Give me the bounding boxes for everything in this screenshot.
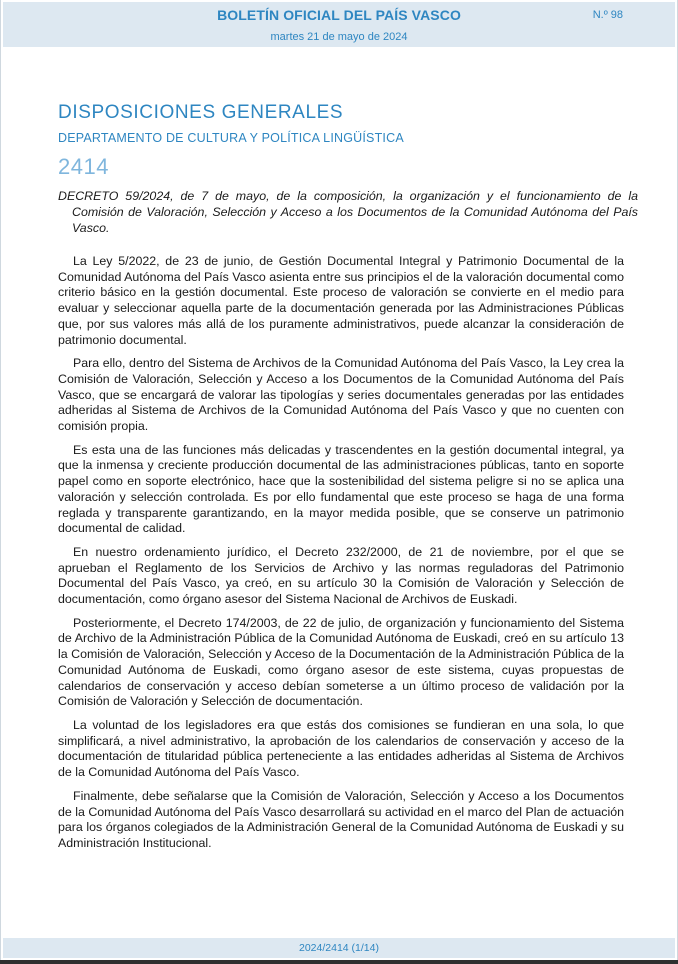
page-footer — [3, 938, 675, 958]
department-name: DEPARTAMENTO DE CULTURA Y POLÍTICA LINGÜÍSTICA — [58, 131, 404, 145]
bulletin-header — [3, 2, 675, 47]
paragraph: En nuestro ordenamiento jurídico, el Decreto 232/2000, de 21 de noviembre, por el que se aprueban el Reglamento de los Servicios de Archivo y las normas reguladoras del Patrimonio Documental del País Vasco, ya creó, en su artículo 30 la Comisión de Valoración y Selección de documentación, como órgano asesor del Sistema Nacional de Archivos de Euskadi. — [58, 544, 624, 607]
viewer-bottom-bar — [0, 960, 678, 964]
paragraph: La voluntad de los legisladores era que estás dos comisiones se fundieran en una sola, lo que simplificará, a nivel administrativo, la aprobación de los calendarios de conservación y acceso de la documentación de titularidad pública perteneciente a las entidades adheridas al Sistema de Archivos de la Comunidad Autónoma del País Vasco. — [58, 717, 624, 780]
document-body — [58, 254, 624, 860]
paragraph: Finalmente, debe señalarse que la Comisión de Valoración, Selección y Acceso a los Documentos de la Comunidad Autónoma del País Vasco desarrollará su actividad en el marco del Plan de actuación para los órganos colegiados de la Administración General de la Comunidad Autónoma de Euskadi y su Administración Institucional. — [58, 788, 624, 850]
paragraph: Posteriormente, el Decreto 174/2003, de 22 de julio, de organización y funcionamiento del Sistema de Archivo de la Administración Pública de la Comunidad Autónoma de Euskadi, creó en su artículo 13 la Comisión de Valoración, Selección y Acceso de la Documentación de la Administración Pública de la Comunidad Autónoma de Euskadi, como órgano asesor de este sistema, cuyas propuestas de calendarios de conservación y acceso debían someterse a un último proceso de validación por la Comisión de Valoración y Selección de documentación. — [58, 615, 624, 709]
paragraph: Para ello, dentro del Sistema de Archivos de la Comunidad Autónoma del País Vasco, la Ley crea la Comisión de Valoración, Selección y Acceso a los Documentos de la Comunidad Autónoma del País Vasco, que se encargará de valorar las tipologías y series documentales generadas por las entidades adheridas al Sistema de Archivos de la Comunidad Autónoma del País Vasco y que no cuenten con comisión propia. — [58, 356, 624, 434]
issue-number: N.º 98 — [592, 9, 623, 21]
section-title: DISPOSICIONES GENERALES — [58, 102, 344, 123]
paragraph: Es esta una de las funciones más delicadas y trascendentes en la gestión documental integral, ya que la inmensa y creciente producción documental de las administraciones públicas, tanto en soporte papel como en soporte electrónico, hace que la sostenibilidad del sistema peligre si no se aplica una valoración y selección controlada. Es por ello fundamental que este proceso se haga de una forma reglada y transparente garantizando, en la mayor medida posible, que se conserve un patrimonio documental de calidad. — [58, 442, 624, 536]
disposition-number: 2414 — [58, 154, 109, 179]
bulletin-title: BOLETÍN OFICIAL DEL PAÍS VASCO — [217, 7, 461, 23]
page-reference: 2024/2414 (1/14) — [299, 942, 379, 954]
decree-title: DECRETO 59/2024, de 7 de mayo, de la composición, la organización y el funcionamiento de la Comisión de Valoración, Selección y Acceso a los Documentos de la Comunidad Autónoma del País Vasco. — [58, 189, 638, 235]
paragraph: La Ley 5/2022, de 23 de junio, de Gestión Documental Integral y Patrimonio Documental de la Comunidad Autónoma del País Vasco asienta entre sus principios el de la valoración documental como criterio básico en la gestión documental. Este proceso de valoración se convierte en el medio para evaluar y seleccionar aquella parte de la documentación generada por las Administraciones Públicas que, por sus valores más allá de los puramente administrativos, puede alcanzar la consideración de patrimonio documental. — [58, 254, 624, 347]
publication-date: martes 21 de mayo de 2024 — [270, 31, 408, 43]
